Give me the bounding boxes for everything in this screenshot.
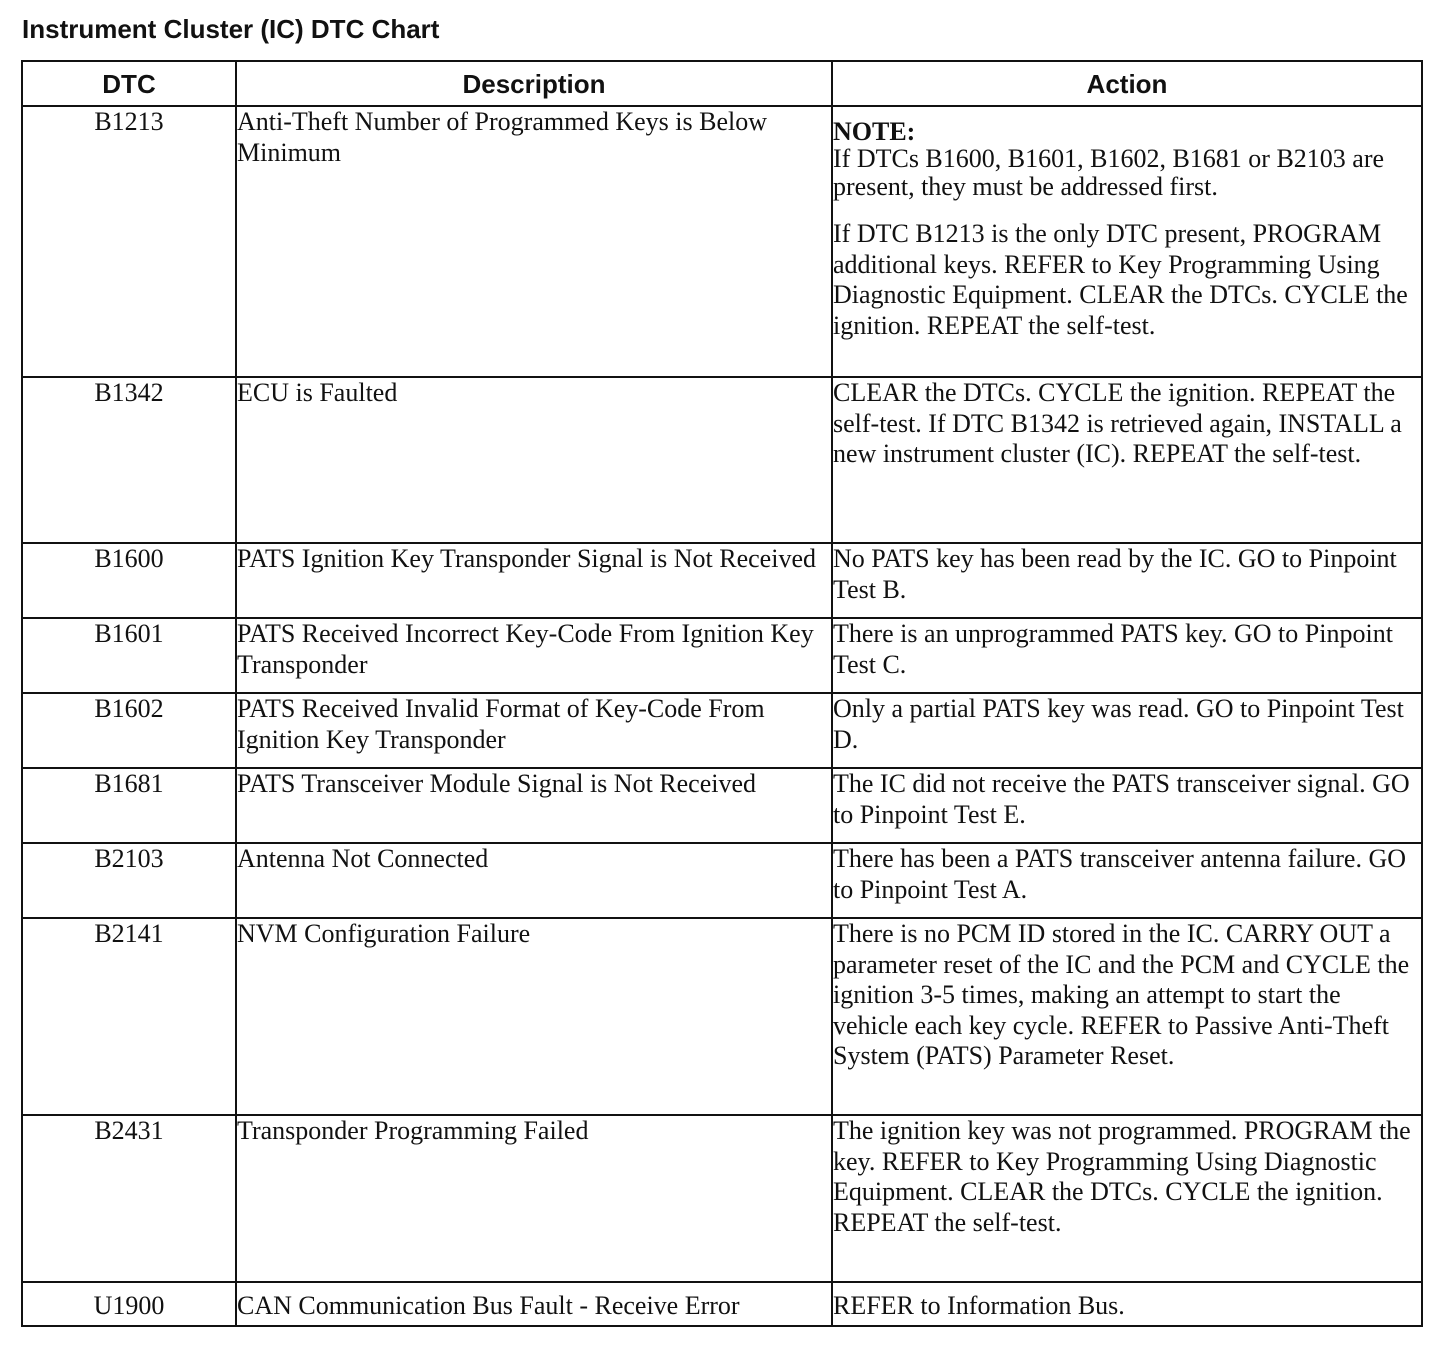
dtc-description: ECU is Faulted (236, 377, 832, 543)
dtc-code: B1342 (22, 377, 236, 543)
dtc-description: CAN Communication Bus Fault - Receive Error (236, 1282, 832, 1326)
table-row (22, 843, 1422, 918)
table-row (22, 377, 1422, 543)
dtc-action: The ignition key was not programmed. PROGRAM the key. REFER to Key Programming Using Diagnostic Equipment. CLEAR the DTCs. CYCLE the ignition. REPEAT the self-test. (832, 1115, 1422, 1282)
dtc-code: B1213 (22, 106, 236, 377)
dtc-code: B1681 (22, 768, 236, 843)
dtc-code: B2141 (22, 918, 236, 1115)
note-label: NOTE: (833, 117, 916, 146)
page-title: Instrument Cluster (IC) DTC Chart (22, 14, 440, 44)
dtc-action: No PATS key has been read by the IC. GO to Pinpoint Test B. (832, 543, 1422, 618)
dtc-description: Antenna Not Connected (236, 843, 832, 918)
dtc-description: PATS Transceiver Module Signal is Not Received (236, 768, 832, 843)
note-text: If DTCs B1600, B1601, B1602, B1681 or B2103 are present, they must be addressed first. (833, 144, 1385, 201)
dtc-action: CLEAR the DTCs. CYCLE the ignition. REPEAT the self-test. If DTC B1342 is retrieved again, INSTALL a new instrument cluster (IC). REPEAT the self-test. (832, 377, 1422, 543)
dtc-action: There is no PCM ID stored in the IC. CARRY OUT a parameter reset of the IC and the PCM and CYCLE the ignition 3-5 times, making an attempt to start the vehicle each key cycle. REFER to Passive Anti-Theft System (PATS) Parameter Reset. (832, 918, 1422, 1115)
table-row (22, 1282, 1422, 1326)
table-row (22, 543, 1422, 618)
dtc-code: B1601 (22, 618, 236, 693)
column-header-dtc: DTC (22, 61, 236, 106)
table-row (22, 693, 1422, 768)
dtc-code: B1600 (22, 543, 236, 618)
dtc-code: B2103 (22, 843, 236, 918)
dtc-description: PATS Received Incorrect Key-Code From Ignition Key Transponder (236, 618, 832, 693)
table-row (22, 768, 1422, 843)
dtc-action: The IC did not receive the PATS transceiver signal. GO to Pinpoint Test E. (832, 768, 1422, 843)
action-text: If DTC B1213 is the only DTC present, PROGRAM additional keys. REFER to Key Programming Using Diagnostic Equipment. CLEAR the DTCs. CYCLE the ignition. REPEAT the self-test. (833, 219, 1408, 340)
column-header-action: Action (832, 61, 1422, 106)
table-row (22, 918, 1422, 1115)
dtc-description: PATS Received Invalid Format of Key-Code From Ignition Key Transponder (236, 693, 832, 768)
dtc-table (21, 60, 1423, 1327)
dtc-action: REFER to Information Bus. (832, 1282, 1422, 1326)
table-row (22, 1115, 1422, 1282)
dtc-action: There is an unprogrammed PATS key. GO to Pinpoint Test C. (832, 618, 1422, 693)
dtc-action: There has been a PATS transceiver antenna failure. GO to Pinpoint Test A. (832, 843, 1422, 918)
dtc-description: NVM Configuration Failure (236, 918, 832, 1115)
dtc-code: B1602 (22, 693, 236, 768)
table-header-row (22, 61, 1422, 106)
dtc-action: Only a partial PATS key was read. GO to Pinpoint Test D. (832, 693, 1422, 768)
dtc-code: B2431 (22, 1115, 236, 1282)
table-row (22, 106, 1422, 377)
dtc-description: PATS Ignition Key Transponder Signal is Not Received (236, 543, 832, 618)
dtc-description: Anti-Theft Number of Programmed Keys is Below Minimum (236, 106, 832, 377)
dtc-description: Transponder Programming Failed (236, 1115, 832, 1282)
table-row (22, 618, 1422, 693)
dtc-code: U1900 (22, 1282, 236, 1326)
column-header-description: Description (236, 61, 832, 106)
dtc-action (832, 106, 1422, 377)
